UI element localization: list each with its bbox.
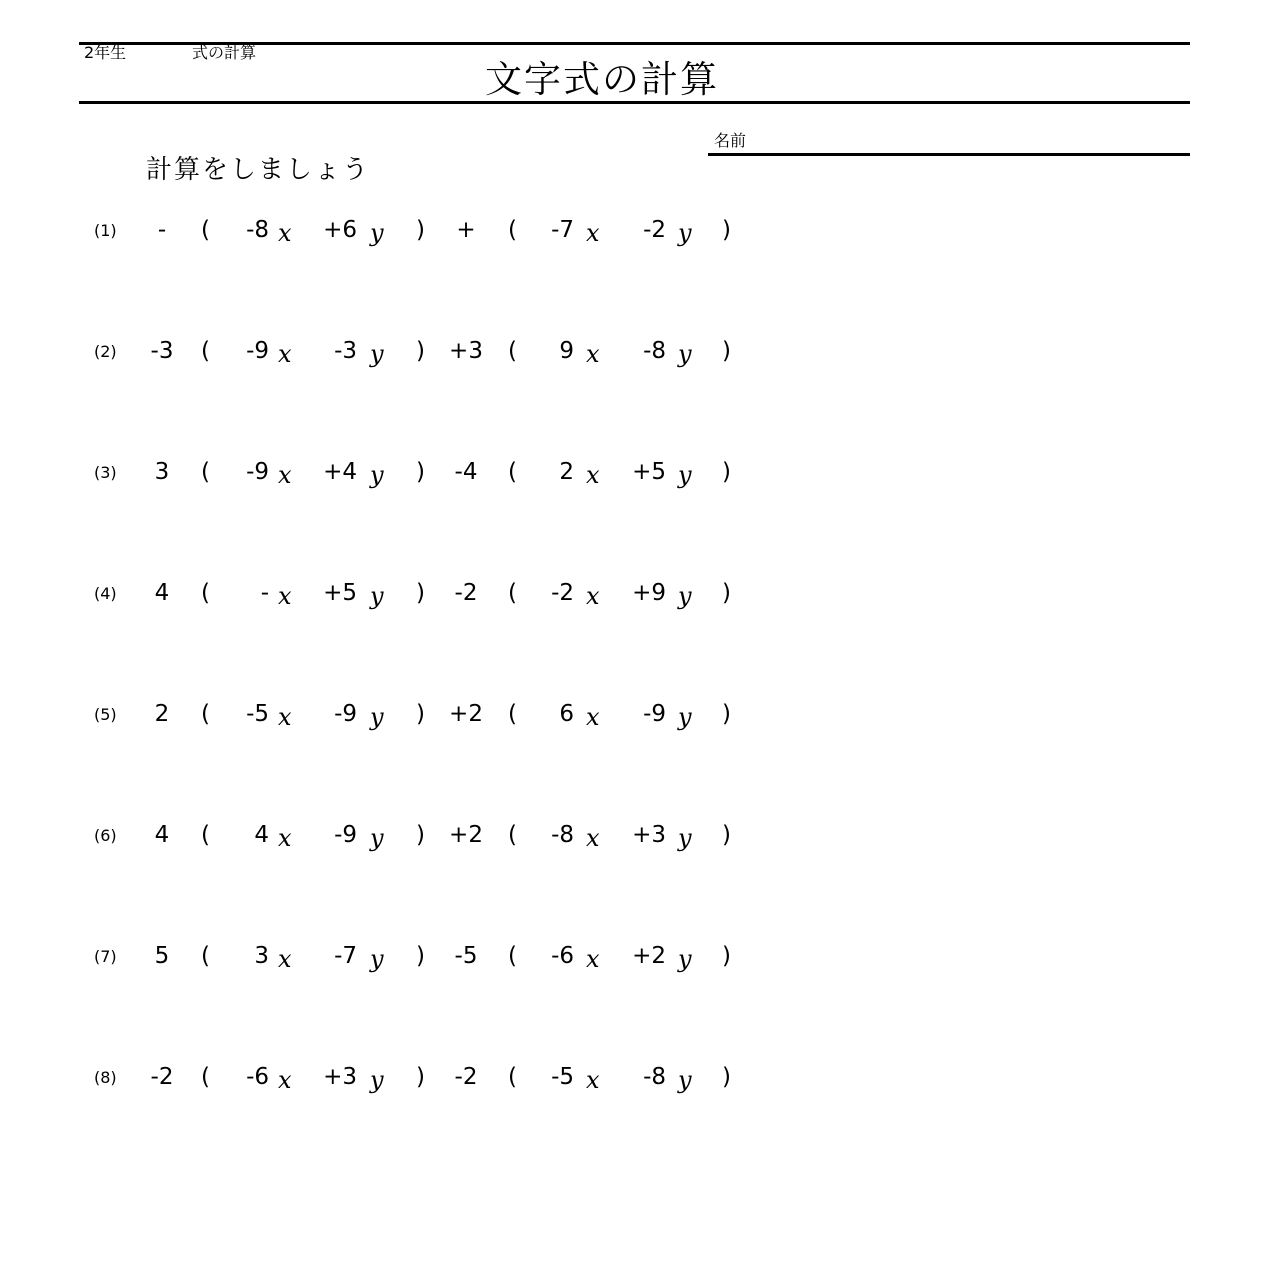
middle-coefficient: -5 (454, 943, 478, 969)
close-paren: ) (722, 822, 731, 848)
variable-y: y (370, 461, 384, 489)
middle-coefficient: + (456, 217, 476, 243)
problem-row (0, 578, 800, 614)
close-paren: ) (722, 459, 731, 485)
y-coefficient: +3 (632, 822, 666, 848)
problem-row (0, 336, 800, 372)
x-coefficient: -2 (551, 580, 574, 606)
problem-row (0, 457, 800, 493)
open-paren: ( (201, 217, 210, 243)
middle-coefficient: +2 (449, 701, 483, 727)
close-paren: ) (722, 701, 731, 727)
y-coefficient: +2 (632, 943, 666, 969)
outer-coefficient: 3 (154, 459, 170, 485)
close-paren: ) (416, 701, 425, 727)
variable-y: y (370, 582, 384, 610)
close-paren: ) (416, 943, 425, 969)
variable-y: y (678, 824, 692, 852)
topic-label: 式の計算 (192, 43, 257, 62)
header-bottom-rule (79, 101, 1190, 104)
variable-x: x (586, 340, 600, 368)
variable-y: y (678, 340, 692, 368)
variable-x: x (278, 703, 292, 731)
variable-y: y (678, 461, 692, 489)
variable-y: y (370, 703, 384, 731)
close-paren: ) (416, 217, 425, 243)
variable-y: y (370, 340, 384, 368)
problem-row (0, 1062, 800, 1098)
close-paren: ) (722, 943, 731, 969)
problem-row (0, 699, 800, 735)
outer-coefficient: -3 (150, 338, 174, 364)
y-coefficient: +5 (323, 580, 357, 606)
x-coefficient: -5 (246, 701, 269, 727)
problem-number: (6) (94, 826, 117, 845)
middle-coefficient: -2 (454, 1064, 478, 1090)
x-coefficient: 9 (559, 338, 574, 364)
y-coefficient: -9 (643, 701, 666, 727)
variable-x: x (586, 461, 600, 489)
open-paren: ( (201, 338, 210, 364)
open-paren: ( (508, 943, 517, 969)
x-coefficient: - (260, 580, 269, 606)
close-paren: ) (416, 338, 425, 364)
x-coefficient: -8 (246, 217, 269, 243)
close-paren: ) (416, 822, 425, 848)
y-coefficient: -8 (643, 338, 666, 364)
problem-number: (7) (94, 947, 117, 966)
variable-x: x (278, 945, 292, 973)
x-coefficient: -7 (551, 217, 574, 243)
outer-coefficient: 2 (154, 701, 170, 727)
name-label: 名前 (714, 131, 747, 150)
problem-number: (1) (94, 221, 117, 240)
y-coefficient: -2 (643, 217, 666, 243)
close-paren: ) (416, 580, 425, 606)
open-paren: ( (508, 459, 517, 485)
open-paren: ( (201, 943, 210, 969)
variable-y: y (370, 219, 384, 247)
y-coefficient: +5 (632, 459, 666, 485)
y-coefficient: +4 (323, 459, 357, 485)
x-coefficient: -6 (246, 1064, 269, 1090)
close-paren: ) (722, 1064, 731, 1090)
variable-x: x (586, 1066, 600, 1094)
variable-x: x (586, 824, 600, 852)
name-write-line[interactable] (708, 153, 1190, 156)
problem-number: (3) (94, 463, 117, 482)
grade-label: 2年生 (84, 43, 127, 62)
outer-coefficient: -2 (150, 1064, 174, 1090)
x-coefficient: -6 (551, 943, 574, 969)
outer-coefficient: 4 (154, 822, 170, 848)
instruction-text: 計算をしましょう (146, 155, 371, 185)
variable-x: x (586, 945, 600, 973)
close-paren: ) (722, 580, 731, 606)
variable-x: x (278, 461, 292, 489)
open-paren: ( (508, 701, 517, 727)
middle-coefficient: +2 (449, 822, 483, 848)
middle-coefficient: +3 (449, 338, 483, 364)
x-coefficient: -9 (246, 459, 269, 485)
y-coefficient: +6 (323, 217, 357, 243)
x-coefficient: 6 (559, 701, 574, 727)
variable-x: x (278, 582, 292, 610)
variable-y: y (678, 703, 692, 731)
variable-y: y (678, 1066, 692, 1094)
y-coefficient: +3 (323, 1064, 357, 1090)
open-paren: ( (201, 701, 210, 727)
outer-coefficient: 4 (154, 580, 170, 606)
variable-x: x (586, 219, 600, 247)
variable-y: y (678, 219, 692, 247)
variable-x: x (586, 703, 600, 731)
variable-x: x (278, 340, 292, 368)
open-paren: ( (201, 580, 210, 606)
open-paren: ( (508, 1064, 517, 1090)
problem-number: (8) (94, 1068, 117, 1087)
variable-x: x (278, 1066, 292, 1094)
middle-coefficient: -2 (454, 580, 478, 606)
variable-x: x (586, 582, 600, 610)
y-coefficient: +9 (632, 580, 666, 606)
outer-coefficient: - (157, 217, 167, 243)
close-paren: ) (416, 1064, 425, 1090)
outer-coefficient: 5 (154, 943, 170, 969)
problem-row (0, 820, 800, 856)
y-coefficient: -9 (334, 822, 357, 848)
open-paren: ( (508, 338, 517, 364)
y-coefficient: -7 (334, 943, 357, 969)
x-coefficient: 4 (254, 822, 269, 848)
page-title: 文字式の計算 (485, 58, 719, 101)
variable-y: y (678, 945, 692, 973)
variable-y: y (678, 582, 692, 610)
close-paren: ) (416, 459, 425, 485)
problem-number: (5) (94, 705, 117, 724)
open-paren: ( (201, 1064, 210, 1090)
x-coefficient: -8 (551, 822, 574, 848)
open-paren: ( (508, 217, 517, 243)
y-coefficient: -8 (643, 1064, 666, 1090)
middle-coefficient: -4 (454, 459, 478, 485)
close-paren: ) (722, 338, 731, 364)
open-paren: ( (201, 459, 210, 485)
x-coefficient: -9 (246, 338, 269, 364)
x-coefficient: -5 (551, 1064, 574, 1090)
problem-number: (4) (94, 584, 117, 603)
variable-y: y (370, 1066, 384, 1094)
problem-row (0, 215, 800, 251)
problem-row (0, 941, 800, 977)
x-coefficient: 3 (254, 943, 269, 969)
problem-number: (2) (94, 342, 117, 361)
open-paren: ( (508, 822, 517, 848)
x-coefficient: 2 (559, 459, 574, 485)
open-paren: ( (201, 822, 210, 848)
variable-y: y (370, 824, 384, 852)
open-paren: ( (508, 580, 517, 606)
variable-x: x (278, 824, 292, 852)
variable-x: x (278, 219, 292, 247)
y-coefficient: -9 (334, 701, 357, 727)
y-coefficient: -3 (334, 338, 357, 364)
close-paren: ) (722, 217, 731, 243)
variable-y: y (370, 945, 384, 973)
